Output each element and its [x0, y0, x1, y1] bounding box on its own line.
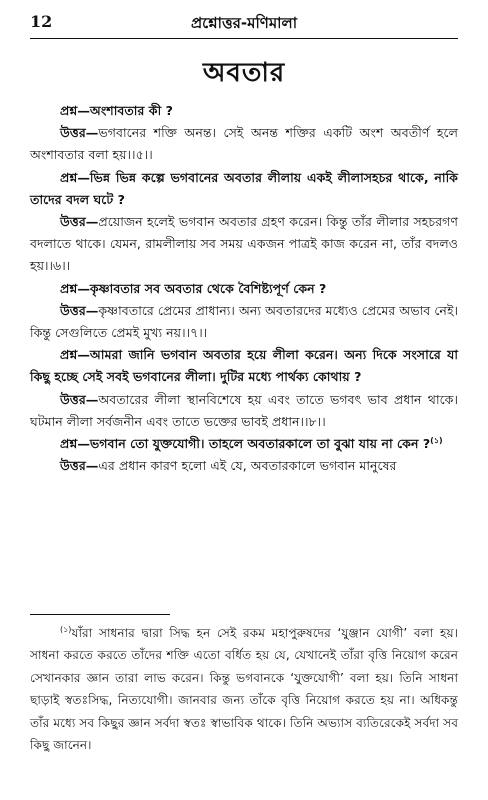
- footnote: [30, 622, 458, 756]
- question-label: প্রশ্ন—: [60, 103, 90, 118]
- footnote-reference[interactable]: (১): [430, 435, 443, 445]
- footnote-mark: (১): [60, 624, 72, 634]
- answer-2: [30, 211, 458, 278]
- page-number: 12: [30, 12, 53, 31]
- answer-label: উত্তর—: [60, 214, 99, 230]
- answer-1: [30, 122, 458, 166]
- question-label: প্রশ্ন—: [60, 347, 90, 363]
- header-rule: [30, 38, 458, 39]
- question-3: [30, 278, 458, 300]
- question-label: প্রশ্ন—: [60, 280, 90, 296]
- running-head: [30, 8, 458, 36]
- question-2: [30, 167, 458, 211]
- question-text: কৃষ্ণাবতার সব অবতার থেকে বৈশিষ্ট্যপূর্ণ কেন ?: [89, 280, 327, 296]
- answer-text: অবতারের লীলা স্থানবিশেষে হয় এবং তাতে ভগবৎ ভাব প্রধান থাকে। ঘটমান লীলা সর্বজনীন এবং তাতে ভক্তের ভাবই প্রধান।।৮।।: [30, 391, 458, 429]
- question-text: অংশাবতার কী ?: [89, 103, 173, 118]
- answer-3: [30, 300, 458, 344]
- chapter-title: অবতার: [202, 58, 286, 88]
- question-4: [30, 344, 458, 388]
- question-5: [30, 433, 458, 455]
- answer-text: কৃষ্ণাবতারে প্রেমের প্রাধান্য। অন্য অবতারদের মধ্যেও প্রেমের অভাব নেই। কিন্তু সেগুলিতে প্রেমই মুখ্য নয়।।৭।।: [30, 302, 458, 341]
- answer-text: প্রয়োজন হলেই ভগবান অবতার গ্রহণ করেন। কিন্তু তাঁর লীলার সহচরগণ বদলাতে থাকে। যেমন, রামলীলায় সব সময় একজন পাত্রই কাজ করেন না, তাঁর বদলও হয়।।৬।।: [30, 214, 458, 274]
- question-text: ভগবান তো যুক্তযোগী। তাহলে অবতারকালে তা বুঝা যায় না কেন ?: [89, 436, 431, 452]
- footnote-text: যাঁরা সাধনার দ্বারা সিদ্ধ হন সেই রকম মহাপুরুষদের ‘যুঞ্জান যোগী’ বলা হয়। সাধনা করতে করতে তাঁদের শক্তি এতো বর্ধিত হয় যে, যেখানেই তাঁরা বৃত্তি নিয়োগ করেন সেখানকার জ্ঞান তারা লাভ করেন। কিন্তু ভগবানকে ‘যুক্তযোগী’ বলা হয়। তিনি সাধনা ছাড়াই স্বতঃসিদ্ধ, নিত্যযোগী। জানবার জন্য তাঁকে বৃত্তি নিয়োগ করতে হয় না। অধিকন্তু তাঁর মধ্যে সব কিছুর জ্ঞান সর্বদা স্বতঃ স্বাভাবিক থাকে। তিনি অভ্যাস ব্যতিরেকেই সর্বদা সব কিছু জানেন।: [30, 626, 458, 753]
- question-1: [30, 100, 458, 122]
- question-text: ভিন্ন ভিন্ন কল্পে ভগবানের অবতার লীলায় একই লীলাসহচর থাকে, নাকি তাদের বদল ঘটে ?: [30, 169, 458, 207]
- answer-label: উত্তর—: [60, 391, 99, 407]
- answer-label: উত্তর—: [60, 458, 99, 474]
- answer-label: উত্তর—: [60, 302, 99, 318]
- question-label: প্রশ্ন—: [60, 436, 90, 452]
- question-label: প্রশ্ন—: [60, 169, 90, 185]
- footnote-rule: [30, 614, 170, 615]
- answer-4: [30, 389, 458, 433]
- answer-label: উত্তর—: [60, 125, 99, 141]
- answer-text: এর প্রধান কারণ হলো এই যে, অবতারকালে ভগবান মানুষের: [98, 458, 397, 474]
- book-title: প্রশ্নোত্তর-মণিমালা: [190, 14, 298, 32]
- question-text: আমরা জানি ভগবান অবতার হয়ে লীলা করেন। অন্য দিকে সংসারে যা কিছু হচ্ছে সেই সবই ভগবানের লীলা। দুটির মধ্যে পার্থক্য কোথায় ?: [30, 347, 458, 385]
- qa-body: [30, 100, 458, 477]
- answer-5: [30, 455, 458, 477]
- answer-text: ভগবানের শক্তি অনন্ত। সেই অনন্ত শক্তির একটি অংশ অবতীর্ণ হলে অংশাবতার বলা হয়।।৫।।: [30, 125, 458, 163]
